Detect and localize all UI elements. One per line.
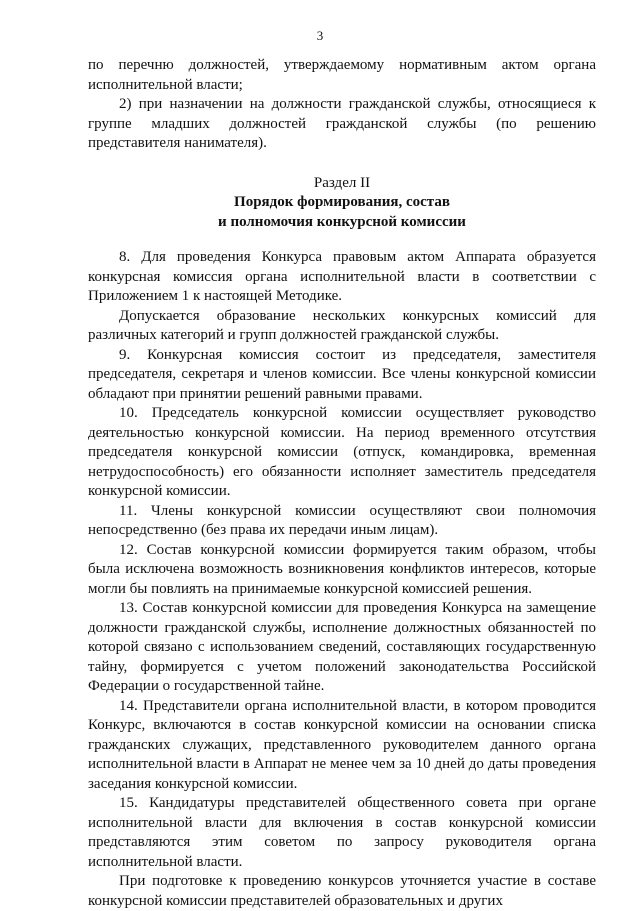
section-title-line-2: и полномочия конкурсной комиссии [218,213,466,230]
paragraph-item-2: 2) при назначении на должности гражданской службы, относящиеся к группе младших должностей гражданской службы (по решению представителя нанимателя). [88,96,596,151]
paragraph-15-continuation: При подготовке к проведению конкурсов уточняется участие в составе конкурсной комиссии представителей образовательных и других [88,873,596,909]
section-label: Раздел II [313,174,371,191]
page-number: 3 [316,28,324,43]
paragraph-13: 13. Состав конкурсной комиссии для проведения Конкурса на замещение должности гражданской службы, исполнение должностных обязанностей по которой связано с использованием сведений, составляющих государственную тайну, формируется с учетом положений законодательства Российской Федерации о государственной тайне. [88,600,596,694]
paragraph-9: 9. Конкурсная комиссия состоит из председателя, заместителя председателя, секретаря и членов комиссии. Все члены конкурсной комиссии обладают при принятии решений равными правами. [88,346,596,402]
paragraph-8: 8. Для проведения Конкурса правовым актом Аппарата образуется конкурсная комиссия органа исполнительной власти в соответствии с Приложением 1 к настоящей Методике. [88,249,596,304]
paragraph-12: 12. Состав конкурсной комиссии формируется таким образом, чтобы была исключена возможность возникновения конфликтов интересов, которые могли бы повлиять на принимаемые конкурсной комиссией решения. [88,541,596,597]
paragraph-14: 14. Представители органа исполнительной власти, в котором проводится Конкурс, включаются в состав конкурсной комиссии на основании списка гражданских служащих, представленного руководителем данного органа исполнительной власти в Аппарат не менее чем за 10 дней до даты проведения заседания конкурсной комиссии. [88,697,596,792]
paragraph-11: 11. Члены конкурсной комиссии осуществляют свои полномочия непосредственно (без права их передачи иным лицам). [88,502,596,538]
paragraph-15: 15. Кандидатуры представителей общественного совета при органе исполнительной власти для включения в состав конкурсной комиссии представляются этим советом по запросу руководителя органа исполнительной власти. [88,795,596,870]
section-title-line-1: Порядок формирования, состав [234,194,450,210]
paragraph-continuation: по перечню должностей, утверждаемому нормативным актом органа исполнительной власти; [88,57,596,93]
paragraph-8-note: Допускается образование нескольких конкурсных комиссий для различных категорий и групп должностей гражданской службы. [88,307,596,343]
section-heading [88,174,596,233]
paragraph-10: 10. Председатель конкурсной комиссии осуществляет руководство деятельностью конкурсной комиссии. На период временного отсутствия председателя конкурсной комиссии (отпуск, командировка, временная нетрудоспособность) его обязанности исполняет заместитель председателя конкурсной комиссии. [88,405,596,499]
